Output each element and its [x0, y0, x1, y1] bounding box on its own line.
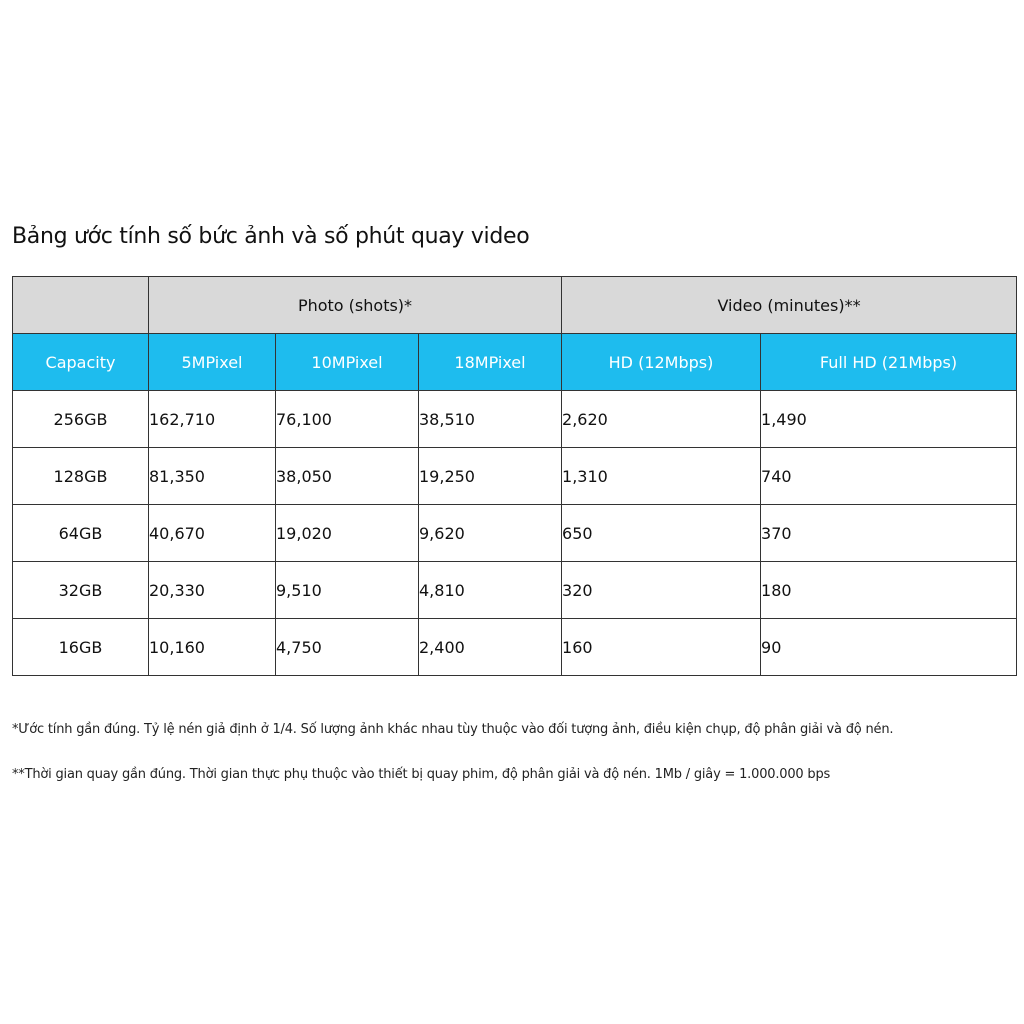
video-footnote: **Thời gian quay gần đúng. Thời gian thực phụ thuộc vào thiết bị quay phim, độ phân giải và độ nén. 1Mb / giây = 1.000.000 bps: [12, 767, 831, 782]
column-header-hd: HD (12Mbps): [562, 334, 761, 391]
column-header-full-hd: Full HD (21Mbps): [761, 334, 1017, 391]
table-cell: 2,400: [419, 619, 562, 676]
table-cell: 9,510: [276, 562, 419, 619]
table-cell: 1,310: [562, 448, 761, 505]
table-row: [13, 448, 1017, 505]
table-cell: 162,710: [149, 391, 276, 448]
table-cell: 19,250: [419, 448, 562, 505]
table-cell: 38,050: [276, 448, 419, 505]
table-row: [13, 391, 1017, 448]
table-cell: 76,100: [276, 391, 419, 448]
table-cell: 650: [562, 505, 761, 562]
column-header-10mpixel: 10MPixel: [276, 334, 419, 391]
video-group-header: Video (minutes)**: [562, 277, 1017, 334]
capacity-cell: 128GB: [13, 448, 149, 505]
table-cell: 740: [761, 448, 1017, 505]
table-cell: 4,810: [419, 562, 562, 619]
table-cell: 19,020: [276, 505, 419, 562]
empty-corner-cell: [13, 277, 149, 334]
table-cell: 40,670: [149, 505, 276, 562]
table-cell: 180: [761, 562, 1017, 619]
photo-group-header: Photo (shots)*: [149, 277, 562, 334]
table-row: [13, 562, 1017, 619]
table-cell: 9,620: [419, 505, 562, 562]
table-cell: 370: [761, 505, 1017, 562]
table-cell: 81,350: [149, 448, 276, 505]
capacity-cell: 256GB: [13, 391, 149, 448]
table-cell: 2,620: [562, 391, 761, 448]
table-row: [13, 619, 1017, 676]
column-header-capacity: Capacity: [13, 334, 149, 391]
table-row: [13, 505, 1017, 562]
group-header-row: [13, 277, 1017, 334]
photo-footnote: *Ước tính gần đúng. Tỷ lệ nén giả định ở 1/4. Số lượng ảnh khác nhau tùy thuộc vào đối tượng ảnh, điều kiện chụp, độ phân giải và độ nén.: [12, 722, 894, 737]
table-cell: 90: [761, 619, 1017, 676]
capacity-cell: 32GB: [13, 562, 149, 619]
table-cell: 10,160: [149, 619, 276, 676]
column-header-5mpixel: 5MPixel: [149, 334, 276, 391]
capacity-estimate-table: [12, 276, 1017, 676]
table-cell: 160: [562, 619, 761, 676]
table-cell: 1,490: [761, 391, 1017, 448]
table-cell: 20,330: [149, 562, 276, 619]
column-header-row: [13, 334, 1017, 391]
table-cell: 38,510: [419, 391, 562, 448]
column-header-18mpixel: 18MPixel: [419, 334, 562, 391]
page-title: Bảng ước tính số bức ảnh và số phút quay video: [12, 224, 530, 249]
table-cell: 320: [562, 562, 761, 619]
capacity-cell: 64GB: [13, 505, 149, 562]
table-cell: 4,750: [276, 619, 419, 676]
capacity-cell: 16GB: [13, 619, 149, 676]
